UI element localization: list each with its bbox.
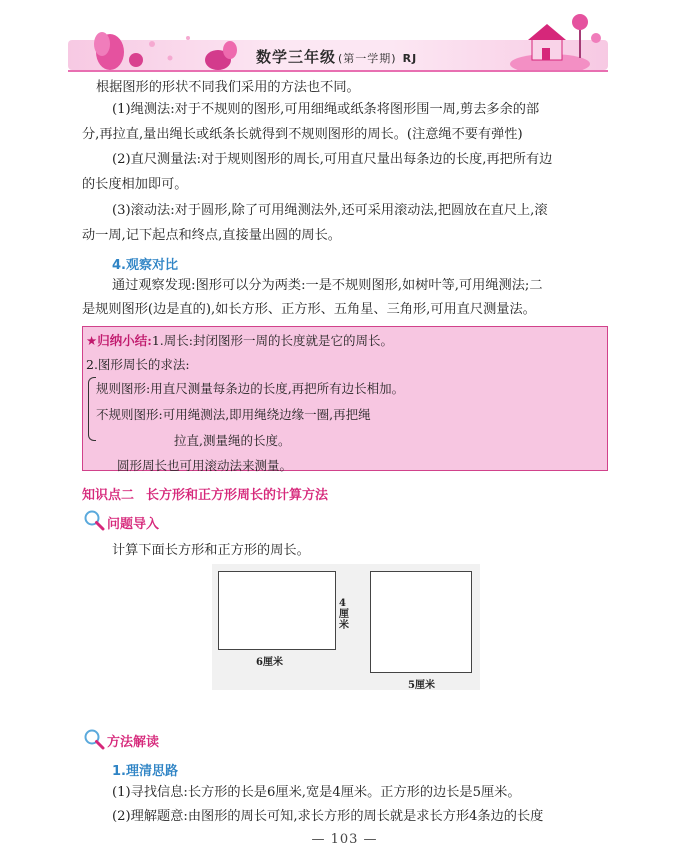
summary-regular: 规则图形:用直尺测量每条边的长度,再把所有边长相加。 <box>96 381 405 396</box>
star-icon: ★ <box>86 333 98 348</box>
ruler-method-line-2: 的长度相加即可。 <box>82 177 188 192</box>
rope-method-line-1: (1)绳测法:对于不规则的图形,可用细绳或纸条将图形围一周,剪去多余的部 <box>112 102 540 117</box>
summary-label: 归纳小结: <box>97 333 152 348</box>
problem-intro-title: 问题导入 <box>107 517 160 532</box>
step-heading: 1.理清思路 <box>112 764 178 779</box>
square-side-label: 5厘米 <box>408 680 435 691</box>
knowledge-point-label: 知识点二 <box>82 488 135 503</box>
rect-width-label: 6厘米 <box>256 657 283 668</box>
square-shape <box>370 571 472 673</box>
rect-height-label: 4厘米 <box>339 598 349 631</box>
summary-line-2: 2.图形周长的求法: <box>86 357 190 372</box>
observe-heading: 4.观察对比 <box>112 258 178 273</box>
find-info-line: (1)寻找信息:长方形的长是6厘米,宽是4厘米。正方形的边长是5厘米。 <box>112 785 521 800</box>
ruler-method-line-1: (2)直尺测量法:对于规则图形的周长,可用直尺量出每条边的长度,再把所有边 <box>112 152 553 167</box>
page-number: — 103 — <box>311 832 378 847</box>
intro-line: 根据图形的形状不同我们采用的方法也不同。 <box>96 80 360 95</box>
summary-line-1 <box>86 331 393 349</box>
summary-irregular-1: 不规则图形:可用绳测法,即用绳绕边缘一圈,再把绳 <box>96 407 371 422</box>
house-decoration-icon <box>510 8 610 72</box>
roll-method-line-1: (3)滚动法:对于圆形,除了可用绳测法外,还可采用滚动法,把圆放在直尺上,滚 <box>112 203 548 218</box>
observe-line-2: 是规则图形(边是直的),如长方形、正方形、五角星、三角形,可用直尺测量法。 <box>82 302 536 317</box>
problem-intro-text: 计算下面长方形和正方形的周长。 <box>112 543 310 558</box>
flower-decoration-icon <box>80 14 250 72</box>
rope-method-line-2: 分,再拉直,量出绳长或纸条长就得到不规则图形的周长。(注意绳不要有弹性) <box>82 127 523 142</box>
summary-perimeter-def: 1.周长:封闭图形一周的长度就是它的周长。 <box>151 333 393 348</box>
book-term: (第一学期) <box>338 52 397 65</box>
magnifier-icon-2 <box>82 728 106 750</box>
roll-method-line-2: 动一周,记下起点和终点,直接量出圆的周长。 <box>82 228 341 243</box>
observe-line-1: 通过观察发现:图形可以分为两类:一是不规则图形,如树叶等,可用绳测法;二 <box>112 278 543 293</box>
header-title <box>256 46 417 67</box>
book-edition: RJ <box>402 52 418 65</box>
knowledge-point-heading <box>82 484 328 503</box>
understand-line: (2)理解题意:由图形的周长可知,求长方形的周长就是求长方形4条边的长度 <box>112 809 544 824</box>
knowledge-point-title: 长方形和正方形周长的计算方法 <box>146 488 329 503</box>
method-title: 方法解读 <box>107 735 160 750</box>
book-title: 数学三年级 <box>256 48 337 66</box>
header-rule <box>68 70 608 72</box>
summary-irregular-2: 拉直,测量绳的长度。 <box>174 433 291 448</box>
page-header <box>0 0 689 72</box>
brace <box>88 377 96 441</box>
magnifier-icon <box>82 509 106 531</box>
rectangle-shape <box>218 571 336 650</box>
summary-circle: 圆形周长也可用滚动法来测量。 <box>117 458 293 473</box>
